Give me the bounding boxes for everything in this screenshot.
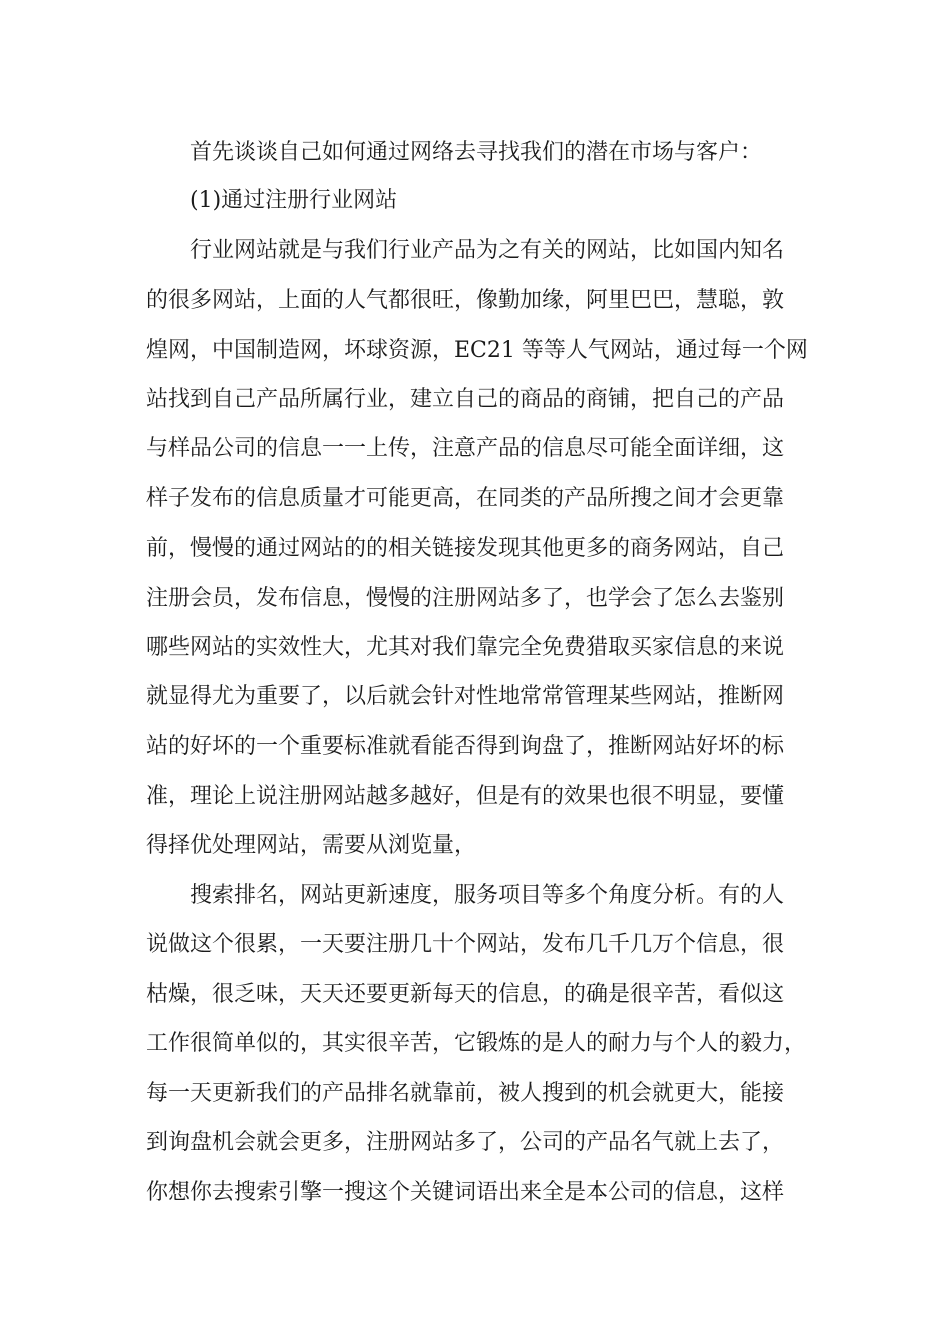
paragraph-line: 行业网站就是与我们行业产品为之有关的网站，比如国内知名 [190,238,785,263]
paragraph-line: 就显得尤为重要了，以后就会针对性地常常管理某些网站，推断网 [146,684,785,709]
paragraph-line: 煌网，中国制造网，坏球资源，EC21 等等人气网站，通过每一个网 [146,338,808,363]
paragraph-line: 样子发布的信息质量才可能更高，在同类的产品所搜之间才会更靠 [146,486,785,511]
paragraph-line: 与样品公司的信息一一上传，注意产品的信息尽可能全面详细，这 [146,436,785,461]
paragraph-line: 的很多网站，上面的人气都很旺，像勤加缘，阿里巴巴，慧聪，敦 [146,288,785,313]
paragraph-line: 搜索排名，网站更新速度，服务项目等多个角度分析。有的人 [190,883,785,908]
paragraph-line: 说做这个很累，一天要注册几十个网站，发布几千几万个信息，很 [146,932,785,957]
paragraph-line: 站的好坏的一个重要标准就看能否得到询盘了，推断网站好坏的标 [146,734,785,759]
paragraph-line: 到询盘机会就会更多，注册网站多了，公司的产品名气就上去了， [146,1130,785,1155]
intro-line: 首先谈谈自己如何通过网络去寻找我们的潜在市场与客户： [190,140,763,165]
paragraph-line: 你想你去搜索引擎一搜这个关键词语出来全是本公司的信息，这样 [146,1180,785,1205]
paragraph-line: 注册会员，发布信息，慢慢的注册网站多了，也学会了怎么去鉴别 [146,586,785,611]
paragraph-line: 每一天更新我们的产品排名就靠前，被人搜到的机会就更大，能接 [146,1081,785,1106]
paragraph-line: 前，慢慢的通过网站的的相关链接发现其他更多的商务网站，自己 [146,536,785,561]
paragraph-line: 站找到自己产品所属行业，建立自己的商品的商铺，把自己的产品 [146,387,785,412]
paragraph-line: 枯燥，很乏味，天天还要更新每天的信息，的确是很辛苦，看似这 [146,982,785,1007]
paragraph-line: 得择优处理网站，需要从浏览量， [146,833,477,858]
paragraph-line: 准，理论上说注册网站越多越好，但是有的效果也很不明显，要懂 [146,784,785,809]
paragraph-line: 工作很简单似的，其实很辛苦，它锻炼的是人的耐力与个人的毅力， [146,1031,807,1056]
section-heading: (1)通过注册行业网站 [190,188,398,213]
paragraph-line: 哪些网站的实效性大，尤其对我们靠完全免费猎取买家信息的来说 [146,635,785,660]
